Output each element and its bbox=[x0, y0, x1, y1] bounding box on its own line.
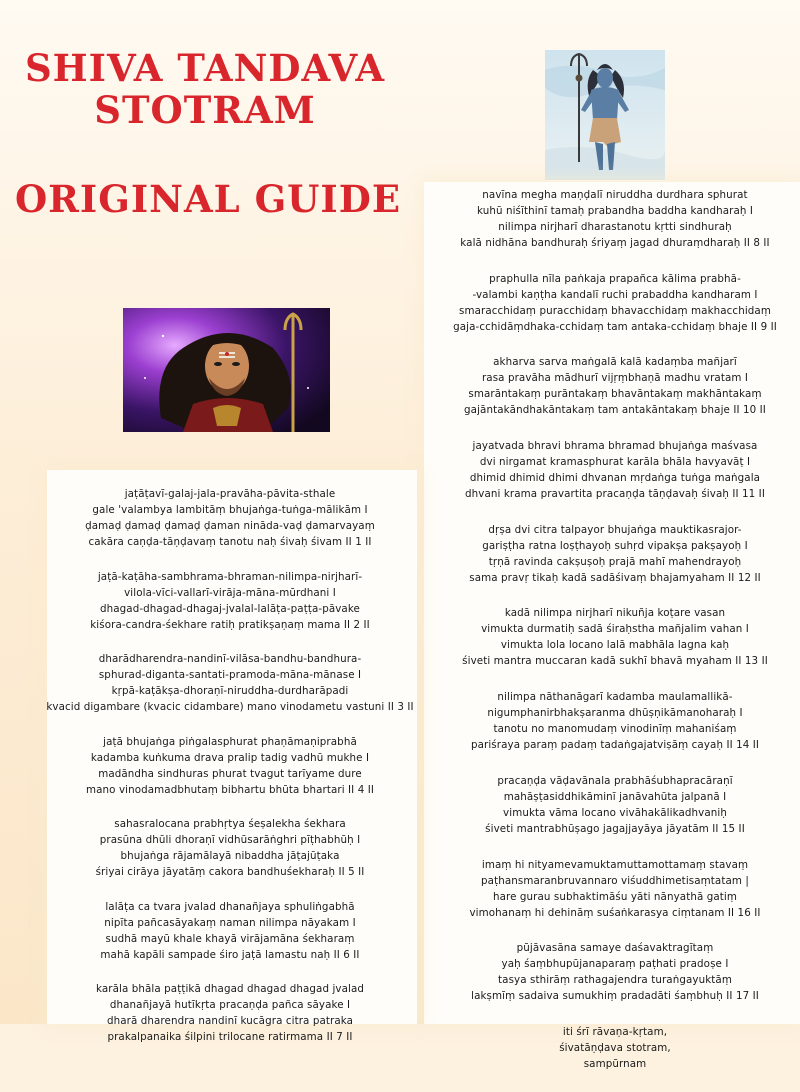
verse bbox=[430, 187, 800, 251]
verse-line: dharādharendra-nandinī-vilāsa-bandhu-bandhura- bbox=[98, 653, 362, 665]
verse-line: jaṭāṭavī-galaj-jala-pravāha-pāvita-sthale bbox=[124, 488, 336, 500]
verse bbox=[430, 773, 800, 837]
verse-line: gale 'valambya lambitāṃ bhujaṅga-tuṅga-mālikām I bbox=[92, 504, 368, 516]
verse-line: nilimpa nāthanāgarī kadamba maulamallikā- bbox=[497, 691, 733, 704]
verse bbox=[430, 940, 800, 1004]
verse-line: kalā nidhāna bandhuraḥ śriyaṃ jagad dhuraṃdharaḥ II 8 II bbox=[460, 237, 770, 249]
verse-line: lakṣmīṃ sadaiva sumukhiṃ pradadāti śaṃbhuḥ II 17 II bbox=[471, 990, 759, 1003]
verse-line: iti śrī rāvaṇa-kṛtam, bbox=[562, 1025, 668, 1038]
right-verse-column bbox=[430, 187, 800, 1092]
verse-line: dhvani krama pravartita pracaṇḍa tāṇḍavaḥ śivaḥ II 11 II bbox=[465, 488, 765, 501]
verse-line: dhagad-dhagad-dhagaj-jvalal-lalāṭa-paṭṭa-pāvake bbox=[100, 602, 360, 615]
verse bbox=[430, 438, 800, 502]
verse-line: yaḥ śaṃbhupūjanaparaṃ paṭhati pradoṣe I bbox=[501, 958, 729, 971]
left-verse-column bbox=[0, 486, 460, 1064]
verse-line: navīna megha maṇḍalī niruddha durdhara sphurat bbox=[482, 189, 748, 201]
verse bbox=[430, 271, 800, 335]
verse-line: vimukta lola locano lalā mabhāla lagna kaḥ bbox=[500, 639, 730, 652]
verse-line: karāla bhāla paṭṭikā dhagad dhagad dhagad jvalad bbox=[95, 983, 365, 995]
verse-line: gajāntakāndhakāntakaṃ tam antakāntakaṃ bhaje II 10 II bbox=[464, 404, 766, 417]
verse-line: śivatāṇḍava stotram, bbox=[559, 1041, 671, 1054]
verse-line: vilola-vīci-vallarī-virāja-māna-mūrdhani I bbox=[124, 586, 336, 599]
shiva-portrait-illustration bbox=[123, 308, 330, 432]
verse-line: -valambi kaṇṭha kandalī ruchi prabaddha kandharam I bbox=[472, 288, 758, 301]
verse-line: jayatvada bhravi bhrama bhramad bhujaṅga maśvasa bbox=[472, 440, 758, 453]
subtitle: ORIGINAL GUIDE bbox=[14, 177, 402, 221]
verse-line: dhimid dhimid dhimi dhvanan mṛdaṅga tuṅga maṅgala bbox=[469, 472, 761, 485]
verse-line: mahā kapāli sampade śiro jaṭā lamastu naḥ II 6 II bbox=[100, 948, 360, 961]
verse-line: pracaṇḍa vāḍavānala prabhāśubhapracāraṇī bbox=[497, 774, 733, 787]
verse-line: imaṃ hi nityamevamuktamuttamottamaṃ stavaṃ bbox=[481, 858, 749, 871]
verse-line: kadā nilimpa nirjharī nikuñja koṭare vasan bbox=[504, 607, 726, 620]
verse bbox=[0, 569, 460, 633]
verse-line: ḍamaḍ ḍamaḍ ḍamaḍ ḍaman ninādа-vaḍ ḍamarvayaṃ bbox=[85, 520, 375, 532]
verse bbox=[430, 522, 800, 586]
title-line-1: SHIVA TANDAVA bbox=[24, 46, 386, 90]
verse-line: paṭhansmaranbruvannaro viśuddhimetisaṃtatam | bbox=[481, 874, 749, 887]
verse-line: hare gurau subhaktimāśu yāti nānyathā gatiṃ bbox=[492, 890, 738, 903]
verse bbox=[430, 354, 800, 418]
verse-line: mano vinodamadbhutaṃ bibhartu bhūta bhartari II 4 II bbox=[86, 783, 374, 796]
verse-line: jaṭā bhujaṅga piṅgalasphurat phaṇāmaṇiprabhā bbox=[103, 735, 357, 748]
shiva-standing-illustration bbox=[545, 50, 665, 180]
verse-line: akharva sarva maṅgalā kalā kadaṃba mañjarī bbox=[493, 356, 737, 369]
verse-line: kadamba kuṅkuma drava pralip tadig vadhū mukhe I bbox=[90, 751, 370, 764]
verse-line: jaṭā-kaṭāha-sambhrama-bhraman-nilimpa-nirjharī- bbox=[97, 570, 363, 583]
shiva-portrait-image bbox=[123, 308, 330, 432]
verse-line: sampūrnam bbox=[583, 1057, 647, 1070]
verse bbox=[0, 486, 460, 550]
verse-line: gariṣṭha ratna loṣṭhayoḥ suhṛd vipakṣa pakṣayoḥ I bbox=[482, 539, 748, 552]
verse bbox=[430, 1024, 800, 1072]
verse-line: tṛṇā ravinda cakṣuṣoḥ prajā mahī mahendrayoḥ bbox=[488, 555, 742, 568]
verse-line: kiśora-candra-śekhare ratiḥ pratikṣaṇaṃ mama II 2 II bbox=[90, 618, 370, 631]
verse-line: pūjāvasāna samaye daśavaktragītaṃ bbox=[516, 942, 714, 955]
verse-line: bhujaṅga rājamālayā nibaddha jāṭajūṭaka bbox=[120, 850, 340, 862]
verse-line: nipīta pañcasāyakaṃ naman nilimpa nāyakam I bbox=[104, 916, 356, 929]
verse-line: vimukta vāma locano vivāhakālikadhvaniḥ bbox=[503, 806, 727, 819]
verse-line: tasya sthirāṃ rathagajendra turaṅgayuktāṃ bbox=[498, 974, 732, 987]
verse-line: śriyai cirāya jāyatāṃ cakora bandhuśekharaḥ II 5 II bbox=[95, 866, 365, 878]
verse-line: dṛṣa dvi citra talpayor bhujaṅga mauktikasrajor- bbox=[488, 523, 742, 536]
verse-line: madāndha sindhuras phurat tvagut tarīyame dure bbox=[98, 767, 362, 780]
verse-line: cakāra caṇḍa-tāṇḍavaṃ tanotu naḥ śivaḥ śivam II 1 II bbox=[88, 536, 372, 548]
verse-line: rasa pravāha mādhurī vijṛṃbhaṇā madhu vratam I bbox=[481, 372, 749, 385]
verse-line: smaracchidaṃ puracchidaṃ bhavacchidaṃ makhacchidaṃ bbox=[459, 304, 771, 317]
verse-line: lalāṭa ca tvara jvalad dhanañjaya sphuliṅgabhā bbox=[105, 900, 355, 913]
verse-line: vimohanaṃ hi dehināṃ suśaṅkarasya ciṃtanam II 16 II bbox=[469, 906, 761, 919]
verse-line: tanotu no manomudaṃ vinodinīṃ mahaniśaṃ bbox=[493, 723, 737, 736]
verse-line: kvacid digambare (kvacic cidambare) mano vinodametu vastuni II 3 II bbox=[46, 701, 414, 713]
verse-line: dharā dharendra nandinī kucāgra citra patraka bbox=[106, 1015, 354, 1027]
verse-line: pariśraya paraṃ padaṃ tadaṅgajatviṣāṃ cayaḥ II 14 II bbox=[470, 739, 760, 752]
verse bbox=[430, 689, 800, 753]
verse-line: dvi nirgamat kramasphurat karāla bhāla havyavāṭ I bbox=[479, 456, 751, 469]
verse bbox=[0, 981, 460, 1045]
verse-line: śiveti mantra muccaran kadā sukhī bhavā myaham II 13 II bbox=[462, 655, 768, 668]
verse bbox=[0, 816, 460, 880]
verse-line: sahasralocana prabhṛtya śeṣalekha śekhara bbox=[114, 818, 346, 830]
verse-line: gaja-cchidāṃdhaka-cchidaṃ tam antaka-cchidaṃ bhaje II 9 II bbox=[453, 320, 777, 333]
verse-line: kṛpā-kaṭākṣa-dhoraṇī-niruddha-durdharāpadi bbox=[111, 685, 349, 697]
verse bbox=[430, 857, 800, 921]
verse-line: sudhā mayū khale khayā virājamāna śekharaṃ bbox=[105, 932, 355, 945]
verse-line: dhanañjayā hutīkṛta pracaṇḍa pañca sāyake I bbox=[109, 999, 351, 1011]
verse-line: nigumphanirbhakṣaranma dhūṣṇikāmanoharaḥ I bbox=[487, 707, 743, 720]
verse-line: śiveti mantrabhūṣago jagajjayāya jāyatām II 15 II bbox=[485, 822, 745, 835]
verse bbox=[0, 899, 460, 963]
verse-line: nilimpa nirjharī dharastanotu kṛtti sindhuraḥ bbox=[498, 221, 732, 233]
verse-line: sama pravṛ tikaḥ kadā sadāśivaṃ bhajamyaham II 12 II bbox=[469, 571, 761, 584]
verse-line: mahāṣṭasiddhikāminī janāvahūta jalpanā I bbox=[503, 790, 727, 803]
verse bbox=[0, 734, 460, 798]
verse-line: kuhū niśīthinī tamaḥ prabandha baddha kandharaḥ I bbox=[476, 205, 754, 217]
verse bbox=[430, 605, 800, 669]
verse bbox=[0, 651, 460, 715]
verse-line: prakalpanaika śilpini trilocane ratirmama II 7 II bbox=[107, 1031, 353, 1043]
title-line-2: STOTRAM bbox=[94, 88, 316, 132]
verse-line: praphulla nīla paṅkaja prapañca kālima prabhā- bbox=[489, 272, 741, 285]
shiva-standing-image bbox=[545, 50, 665, 180]
verse-line: vimukta durmatiḥ sadā śiraḥstha mañjalim vahan I bbox=[481, 623, 749, 636]
verse-line: smarāntakaṃ purāntakaṃ bhavāntakaṃ makhāntakaṃ bbox=[468, 388, 762, 401]
verse-line: sphurad-diganta-santati-pramoda-māna-mānase I bbox=[98, 669, 362, 681]
verse-line: prasūna dhūli dhoraṇī vidhūsarāṅghri pīṭhabhūḥ I bbox=[99, 834, 361, 846]
